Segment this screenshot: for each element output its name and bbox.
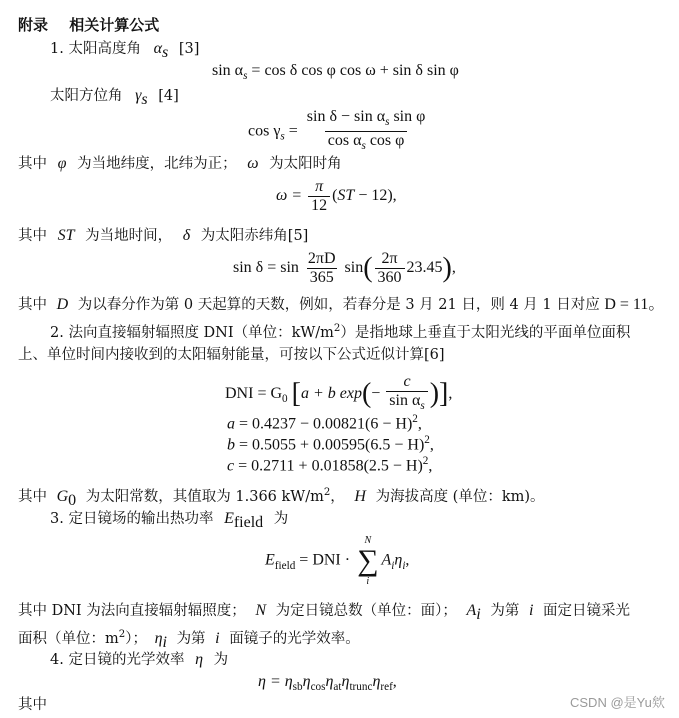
a-formula: $a = 0.4237 - 0.00821(6 - H)^2$, [227, 413, 422, 433]
azimuth-formula: $\cos \gamma_s$ = $\frac{\sin \delta - \sin \alpha_s \sin \varphi}{\cos \alpha_s \cos \varphi}$ [248, 108, 430, 155]
field-note-line2: 面积（单位：$m^2$）； $\eta_i$ 为第 i 面镜子的光学效率。 [18, 629, 360, 651]
appendix-label: 附录 [18, 16, 49, 34]
summation-symbol: N ∑ i [357, 535, 379, 587]
section-4-where: 其中 [18, 697, 47, 713]
section-1-intro: 1. 太阳高度角 $\alpha_s$ [3] [50, 40, 200, 61]
appendix-heading [18, 14, 159, 35]
phi-omega-note: 其中 φ 为当地纬度，北纬为正； ω 为太阳时角 [18, 155, 342, 172]
section-3-intro: 3. 定日镜场的输出热功率 $E_{field}$ 为 [50, 510, 289, 531]
g0-h-note: 其中 $G_0$ 为太阳常数，其值取为 1.366 $kW/m^2$， H 为海拔高度 (单位：km)。 [18, 487, 545, 509]
section-4-intro: 4. 定日镜的光学效率 η 为 [50, 651, 229, 668]
declination-formula: sin δ = sin $\frac{2\pi D}{365}$ sin( $\frac{2\pi}{360}$ 23.45), [233, 250, 456, 286]
altitude-formula: $\sin \alpha_s = \cos \delta$ cos φ cos ω + sin δ sin φ [212, 62, 459, 83]
st-delta-note: 其中 ST 为当地时间， δ 为太阳赤纬角[5] [18, 227, 309, 244]
section-2-line1: 2. 法向直接辐射辐照度 DNI（单位：$kW/m^2$）是指地球上垂直于太阳光线的平面单位面积 [50, 323, 631, 341]
c-formula: $c = 0.2711 + 0.01858(2.5 - H)^2$, [227, 455, 433, 475]
azimuth-fraction: $\frac{\sin \delta - \sin \alpha_s \sin \varphi}{\cos \alpha_s \cos \varphi}$ [304, 108, 429, 155]
omega-formula: ω = $\frac{\pi}{12}$ (ST − 12), [276, 178, 397, 214]
section-2-line2: 上、单位时间内接收到的太阳辐射能量，可按以下公式近似计算[6] [18, 347, 445, 363]
dni-formula: DNI = $G_0$ [a + b exp(− $\frac{c}{\sin \alpha_s}$ )], [225, 373, 452, 415]
day-number-note: 其中 D 为以春分作为第 0 天起算的天数，例如，若春分是 3 月 21 日，则 4 月 1 日对应 D = 11。 [18, 296, 665, 313]
azimuth-intro: 太阳方位角 $\gamma_s$ [4] [50, 87, 179, 108]
b-formula: $b = 0.5055 + 0.00595(6.5 - H)^2$, [227, 434, 434, 454]
appendix-title: 相关计算公式 [69, 16, 160, 34]
csdn-watermark: CSDN @是Yu欸 [570, 695, 665, 710]
field-power-formula: $E_{field}$ = DNI · N ∑ i $A_i\eta_i$, [265, 535, 410, 587]
field-note-line1: 其中 DNI 为法向直接辐射辐照度； N 为定日镜总数（单位：面）； $A_i$ 为第 i 面定日镜采光 [18, 602, 631, 623]
optical-efficiency-formula: $\eta = \eta_{sb}\eta_{cos}\eta_{at}\eta_{trunc}\eta_{ref}$, [258, 673, 397, 694]
